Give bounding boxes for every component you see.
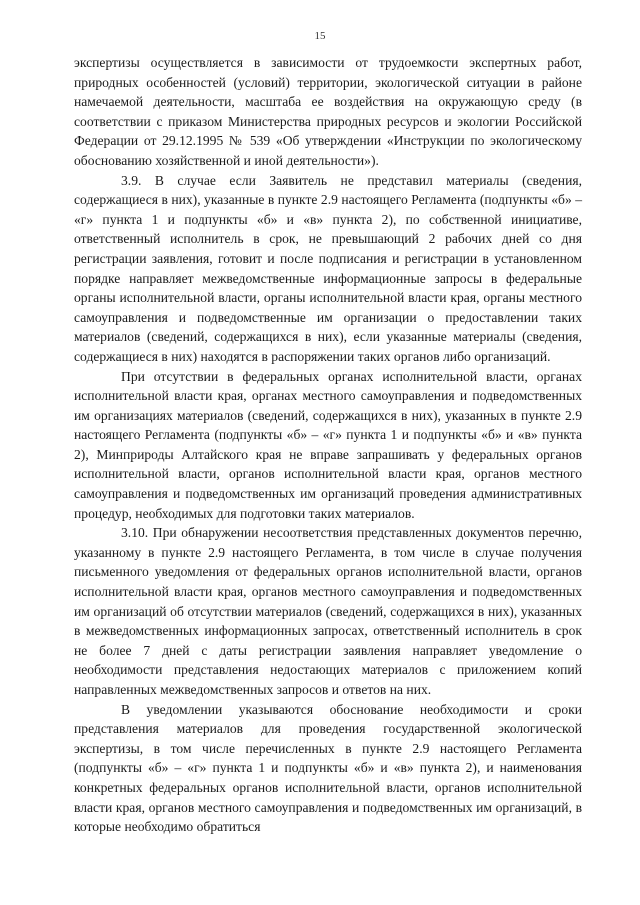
document-body (74, 53, 582, 837)
paragraph-continuation: экспертизы осуществляется в зависимости от трудоемкости экспертных работ, природных особенностей (условий) территории, экологической ситуации в районе намечаемой деятельности, масштаба ее воздействия на окружающую среду (в соответствии с приказом Министерства природных ресурсов и экологии Российской Федерации от 29.12.1995 № 539 «Об утверждении «Инструкции по экологическому обоснованию хозяйственной и иной деятельности»). (74, 55, 582, 168)
paragraph-3-9: 3.9. В случае если Заявитель не представил материалы (сведения, содержащиеся в них), указанные в пункте 2.9 настоящего Регламента (подпункты «б» – «г» пункта 1 и подпункты «б» и «в» пункта 2), по собственной инициативе, ответственный исполнитель в срок, не превышающий 2 рабочих дней со дня регистрации заявления, готовит и после подписания и регистрации в установленном порядке направляет межведомственные информационные запросы в федеральные органы исполнительной власти, органы исполнительной власти края, органы местного самоуправления и подведомственные им организации о предоставлении таких материалов (сведений, содержащихся в них), если указанные материалы (сведения, содержащиеся в них) находятся в распоряжении таких органов либо организаций. (74, 172, 582, 364)
paragraph-absence-of-materials: При отсутствии в федеральных органах исполнительной власти, органах исполнительной власти края, органах местного самоуправления и подведомственных им организациях материалов (сведений, содержащихся в них), указанных в пункте 2.9 настоящего Регламента (подпункты «б» – «г» пункта 1 и подпункты «б» и «в» пункта 2), Минприроды Алтайского края не вправе запрашивать у федеральных органов исполнительной власти, органов исполнительной власти края, органов местного самоуправления и подведомственных им организаций проведения административных процедур, необходимых для подготовки таких материалов. (74, 368, 582, 521)
paragraph-notification: В уведомлении указываются обоснование необходимости и сроки представления материалов для проведения государственной экологической экспертизы, в том числе перечисленных в пункте 2.9 настоящего Регламента (подпункты «б» – «г» пункта 1 и подпункты «б» и «в» пункта 2), и наименования конкретных федеральных органов исполнительной власти, органов исполнительной власти края, органов местного самоуправления и подведомственных им организаций, в которые необходимо обратиться (74, 701, 582, 835)
paragraph-3-10: 3.10. При обнаружении несоответствия представленных документов перечню, указанному в пункте 2.9 настоящего Регламента, в том числе в случае получения письменного уведомления от федеральных органов исполнительной власти, органов исполнительной власти края, органов местного самоуправления и подведомственных им организаций об отсутствии материалов (сведений, содержащихся в них), указанных в межведомственных информационных запросах, ответственный исполнитель в срок не более 7 дней с даты регистрации заявления направляет уведомление о необходимости представления недостающих материалов с приложением копий направленных межведомственных запросов и ответов на них. (74, 525, 582, 697)
page-number: 15 (314, 30, 326, 42)
